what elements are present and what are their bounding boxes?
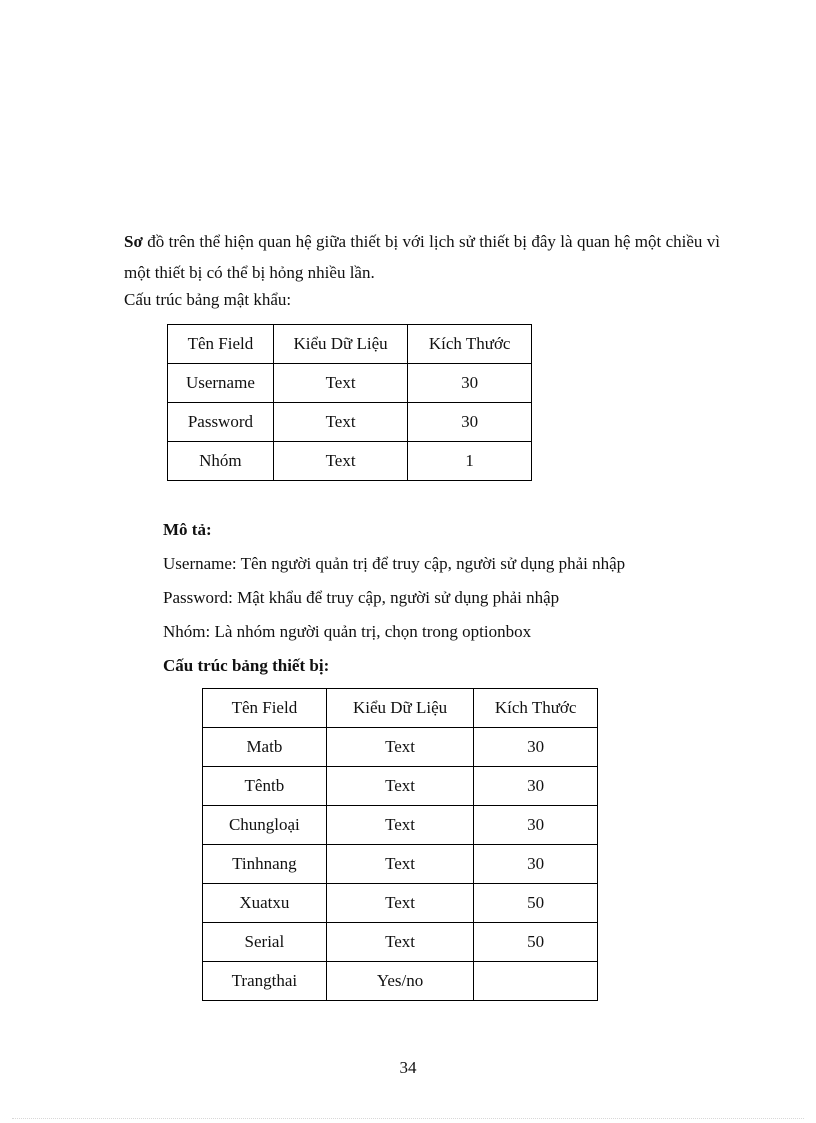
table-row — [203, 884, 598, 923]
device-table-title: Cấu trúc bảng thiết bị: — [163, 656, 330, 675]
password-table — [167, 324, 532, 481]
table-cell: 1 — [408, 442, 532, 481]
table-cell: Text — [326, 884, 474, 923]
table-cell: Text — [326, 806, 474, 845]
intro-paragraph — [124, 226, 720, 288]
header-cell: Tên Field — [168, 325, 274, 364]
table-cell: Nhóm — [168, 442, 274, 481]
table-cell: Text — [273, 403, 408, 442]
table-cell — [474, 962, 598, 1001]
table-row — [203, 923, 598, 962]
header-cell: Kiểu Dữ Liệu — [326, 689, 474, 728]
table-row — [168, 442, 532, 481]
table-cell: Matb — [203, 728, 327, 767]
description-line: Username: Tên người quản trị để truy cập, người sử dụng phải nhập — [163, 554, 626, 573]
table-cell: Xuatxu — [203, 884, 327, 923]
header-cell: Kích Thước — [474, 689, 598, 728]
table-cell: Chungloại — [203, 806, 327, 845]
table-cell: 30 — [408, 403, 532, 442]
password-table-title: Cấu trúc bảng mật khẩu: — [124, 290, 292, 309]
table-cell: Text — [326, 728, 474, 767]
table-cell: Tinhnang — [203, 845, 327, 884]
table-cell: 50 — [474, 923, 598, 962]
header-cell: Tên Field — [203, 689, 327, 728]
table-row — [203, 962, 598, 1001]
description-line: Nhóm: Là nhóm người quản trị, chọn trong optionbox — [163, 622, 532, 641]
page-number: 34 — [399, 1058, 417, 1077]
table-row — [203, 806, 598, 845]
table-header-row — [203, 689, 598, 728]
header-cell: Kích Thước — [408, 325, 532, 364]
device-table — [202, 688, 598, 1001]
table-cell: Text — [273, 364, 408, 403]
table-header-row — [168, 325, 532, 364]
table-row — [168, 364, 532, 403]
header-cell: Kiểu Dữ Liệu — [273, 325, 408, 364]
page-bottom-divider — [12, 1118, 804, 1119]
description-title: Mô tả: — [163, 520, 212, 539]
table-cell: Yes/no — [326, 962, 474, 1001]
table-cell: Têntb — [203, 767, 327, 806]
table-cell: 30 — [474, 845, 598, 884]
table-cell: Serial — [203, 923, 327, 962]
table-row — [203, 767, 598, 806]
table-cell: 30 — [408, 364, 532, 403]
table-row — [168, 403, 532, 442]
table-cell: Trangthai — [203, 962, 327, 1001]
table-cell: Text — [326, 767, 474, 806]
table-cell: Text — [273, 442, 408, 481]
table-cell: 30 — [474, 767, 598, 806]
table-cell: Username — [168, 364, 274, 403]
table-cell: Password — [168, 403, 274, 442]
table-cell: Text — [326, 923, 474, 962]
intro-text: đồ trên thể hiện quan hệ giữa thiết bị với lịch sử thiết bị đây là quan hệ một chiều vì một thiết bị có thể bị hỏng nhiều lần. — [124, 232, 720, 282]
table-cell: 30 — [474, 728, 598, 767]
table-cell: Text — [326, 845, 474, 884]
description-line: Password: Mật khẩu để truy cập, người sử dụng phải nhập — [163, 588, 560, 607]
table-row — [203, 845, 598, 884]
table-cell: 50 — [474, 884, 598, 923]
intro-lead-word: Sơ — [124, 232, 143, 251]
table-cell: 30 — [474, 806, 598, 845]
table-row — [203, 728, 598, 767]
